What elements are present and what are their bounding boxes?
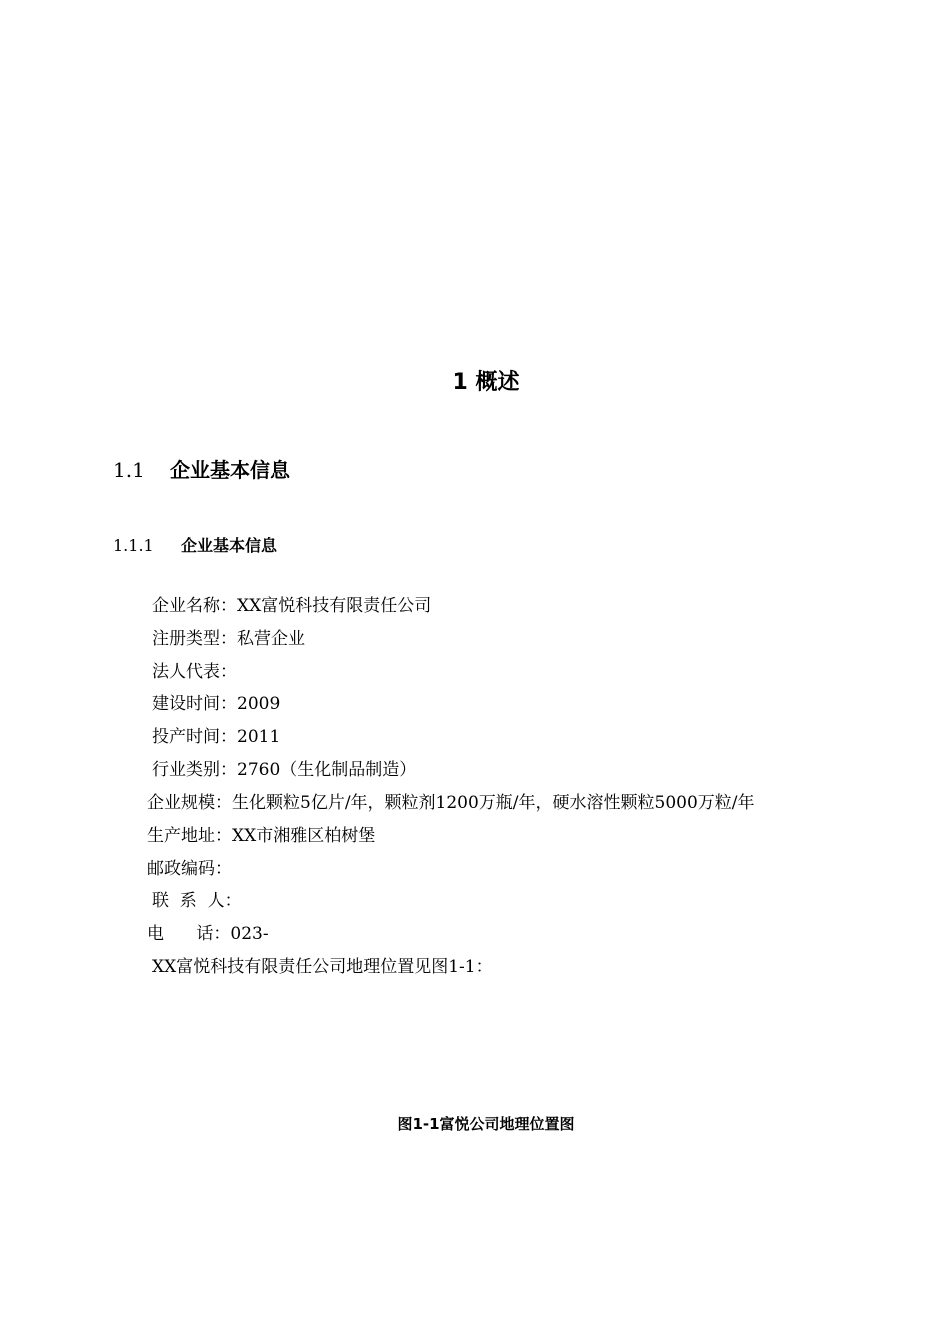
section-title: 企业基本信息 (170, 458, 290, 482)
company-name-line: 企业名称：XX富悦科技有限责任公司 (152, 596, 432, 616)
contact-line: 联 系 人： (152, 891, 242, 911)
figure-caption: 图1-1富悦公司地理位置图 (397, 1115, 575, 1133)
subsection-heading (113, 534, 277, 558)
industry-line: 行业类别：2760（生化制品制造） (152, 760, 417, 780)
registration-type-line: 注册类型：私营企业 (152, 629, 305, 649)
chapter-title: 1 概述 (452, 370, 520, 395)
legal-rep-line: 法人代表： (152, 662, 237, 682)
address-line: 生产地址：XX市湘雅区柏树堡 (147, 826, 376, 846)
phone-line: 电 话：023- (147, 924, 269, 944)
section-heading (113, 455, 290, 485)
section-number: 1.1 (113, 458, 145, 482)
subsection-title: 企业基本信息 (181, 536, 278, 555)
scale-line: 企业规模：生化颗粒5亿片/年，颗粒剂1200万瓶/年，硬水溶性颗粒5000万粒/年 (147, 793, 755, 813)
build-time-line: 建设时间：2009 (152, 694, 281, 714)
postal-code-line: 邮政编码： (147, 859, 232, 879)
location-note-line: XX富悦科技有限责任公司地理位置见图1-1： (152, 957, 493, 977)
production-time-line: 投产时间：2011 (152, 727, 281, 747)
subsection-number: 1.1.1 (113, 536, 154, 555)
